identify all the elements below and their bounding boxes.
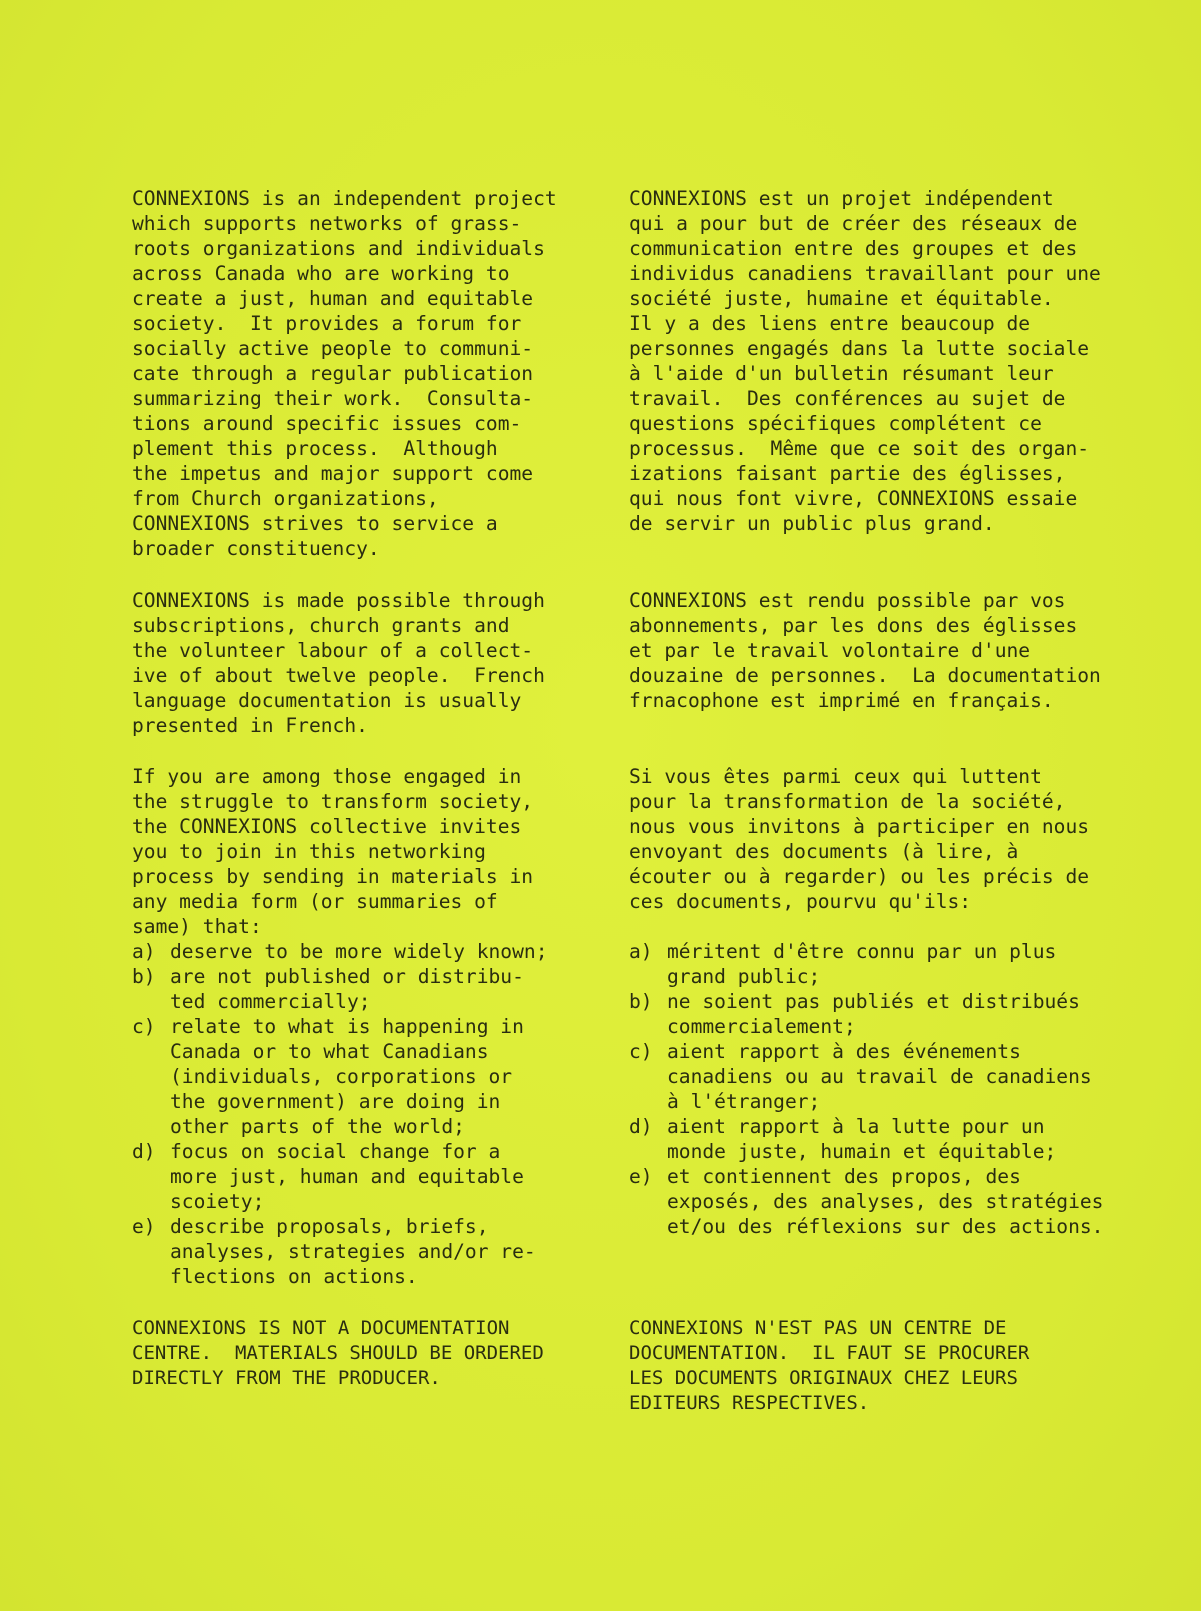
text-line: individus canadiens travaillant pour une [629,262,1101,285]
text-line: the volunteer labour of a collect- [132,639,534,662]
text-line: ces documents, pourvu qu'ils: [629,890,972,913]
list-marker: e) [629,1165,653,1188]
text-line: roots organizations and individuals [132,237,545,260]
text-line: Si vous êtes parmi ceux qui luttent [629,765,1042,788]
french-funding-paragraph [629,588,1101,713]
text-line: Canada or to what Canadians [170,1040,489,1063]
text-line: à l'aide d'un bulletin résumant leur [629,362,1054,385]
text-line: analyses, strategies and/or re- [170,1240,536,1263]
text-line: same) that: [132,915,262,938]
text-line: CONNEXIONS IS NOT A DOCUMENTATION [132,1317,510,1339]
text-line: the government) are doing in [170,1090,501,1113]
list-item [629,1164,1103,1239]
text-line: travail. Des conférences au sujet de [629,387,1066,410]
list-marker: b) [132,965,156,988]
text-line: abonnements, par les dons des églisses [629,614,1078,637]
text-line: DIRECTLY FROM THE PRODUCER. [132,1367,441,1389]
text-line: other parts of the world; [170,1115,465,1138]
list-item [629,989,1103,1039]
text-line: CONNEXIONS is made possible through [132,589,545,612]
text-line: société juste, humaine et équitable. [629,287,1054,310]
text-line: create a just, human and equitable [132,287,534,310]
text-line: questions spécifiques complétent ce [629,412,1042,435]
list-marker: d) [132,1140,156,1163]
text-line: canadiens ou au travail de canadiens [667,1065,1092,1088]
text-line: CONNEXIONS is an independent project [132,187,557,210]
french-notice [629,1316,1029,1416]
text-line: à l'étranger; [667,1090,821,1113]
text-line: flections on actions. [170,1265,418,1288]
text-line: aient rapport à la lutte pour un [667,1115,1045,1138]
text-line: presented in French. [132,714,368,737]
list-item [629,939,1103,989]
text-line: describe proposals, briefs, [170,1215,489,1238]
english-criteria-list [132,939,548,1289]
text-line: CONNEXIONS N'EST PAS UN CENTRE DE [629,1317,1007,1339]
list-marker: a) [629,940,653,963]
french-invitation-paragraph [629,764,1089,914]
text-line: qui a pour but de créer des réseaux de [629,212,1078,235]
text-line: the CONNEXIONS collective invites [132,815,522,838]
text-line: more just, human and equitable [170,1165,524,1188]
text-line: et contiennent des propos, des [667,1165,1021,1188]
text-line: communication entre des groupes et des [629,237,1078,260]
text-line: écouter ou à regarder) ou les précis de [629,865,1090,888]
list-marker: b) [629,990,653,1013]
english-notice [132,1316,544,1391]
text-line: et/ou des réflexions sur des actions. [667,1215,1104,1238]
text-line: are not published or distribu- [170,965,524,988]
text-line: from Church organizations, [132,487,439,510]
text-line: any media form (or summaries of [132,890,498,913]
text-line: ne soient pas publiés et distribués [667,990,1080,1013]
text-line: et par le travail volontaire d'une [629,639,1031,662]
text-line: If you are among those engaged in [132,765,522,788]
list-item [132,939,548,964]
french-intro-paragraph [629,186,1101,536]
text-line: envoyant des documents (à lire, à [629,840,1019,863]
list-item [629,1039,1103,1114]
text-line: scoiety; [170,1190,265,1213]
french-criteria-list [629,939,1103,1239]
list-item [132,1214,548,1289]
text-line: the impetus and major support come [132,462,534,485]
text-line: processus. Même que ce soit des organ- [629,437,1090,460]
text-line: monde juste, humain et équitable; [667,1140,1057,1163]
text-line: you to join in this networking [132,840,486,863]
text-line: frnacophone est imprimé en français. [629,689,1054,712]
text-line: summarizing their work. Consulta- [132,387,534,410]
text-line: language documentation is usually [132,689,522,712]
text-line: douzaine de personnes. La documentation [629,664,1101,687]
text-line: across Canada who are working to [132,262,510,285]
text-line: focus on social change for a [170,1140,501,1163]
list-marker: d) [629,1115,653,1138]
text-line: which supports networks of grass- [132,212,522,235]
text-line: méritent d'être connu par un plus [667,940,1057,963]
text-line: CONNEXIONS est un projet indépendent [629,187,1054,210]
text-line: CONNEXIONS strives to service a [132,512,498,535]
text-line: CENTRE. MATERIALS SHOULD BE ORDERED [132,1342,544,1364]
text-line: Il y a des liens entre beaucoup de [629,312,1031,335]
list-marker: e) [132,1215,156,1238]
text-line: subscriptions, church grants and [132,614,510,637]
text-line: plement this process. Although [132,437,498,460]
text-line: process by sending in materials in [132,865,534,888]
list-item [132,1014,548,1139]
english-invitation-paragraph [132,764,533,939]
text-line: de servir un public plus grand. [629,512,995,535]
text-line: tions around specific issues com- [132,412,522,435]
english-intro-paragraph [132,186,557,561]
list-marker: c) [629,1040,653,1063]
english-funding-paragraph [132,588,545,738]
text-line: ted commercially; [170,990,371,1013]
text-line: grand public; [667,965,821,988]
text-line: pour la transformation de la société, [629,790,1066,813]
text-line: the struggle to transform society, [132,790,534,813]
list-item [132,964,548,1014]
text-line: ive of about twelve people. French [132,664,545,687]
list-item [132,1139,548,1214]
list-item [629,1114,1103,1164]
text-line: exposés, des analyses, des stratégies [667,1190,1104,1213]
text-line: nous vous invitons à participer en nous [629,815,1090,838]
text-line: aient rapport à des événements [667,1040,1021,1063]
text-line: broader constituency. [132,537,380,560]
text-line: DOCUMENTATION. IL FAUT SE PROCURER [629,1342,1030,1364]
text-line: qui nous font vivre, CONNEXIONS essaie [629,487,1078,510]
text-line: personnes engagés dans la lutte sociale [629,337,1090,360]
text-line: izations faisant partie des églisses, [629,462,1066,485]
text-line: cate through a regular publication [132,362,534,385]
text-line: commercialement; [667,1015,856,1038]
text-line: (individuals, corporations or [170,1065,513,1088]
text-line: CONNEXIONS est rendu possible par vos [629,589,1066,612]
text-line: LES DOCUMENTS ORIGINAUX CHEZ LEURS [629,1367,1018,1389]
list-marker: a) [132,940,156,963]
text-line: socially active people to communi- [132,337,534,360]
text-line: relate to what is happening in [170,1015,524,1038]
list-marker: c) [132,1015,156,1038]
text-line: society. It provides a forum for [132,312,522,335]
text-line: deserve to be more widely known; [170,940,548,963]
text-line: EDITEURS RESPECTIVES. [629,1392,870,1414]
